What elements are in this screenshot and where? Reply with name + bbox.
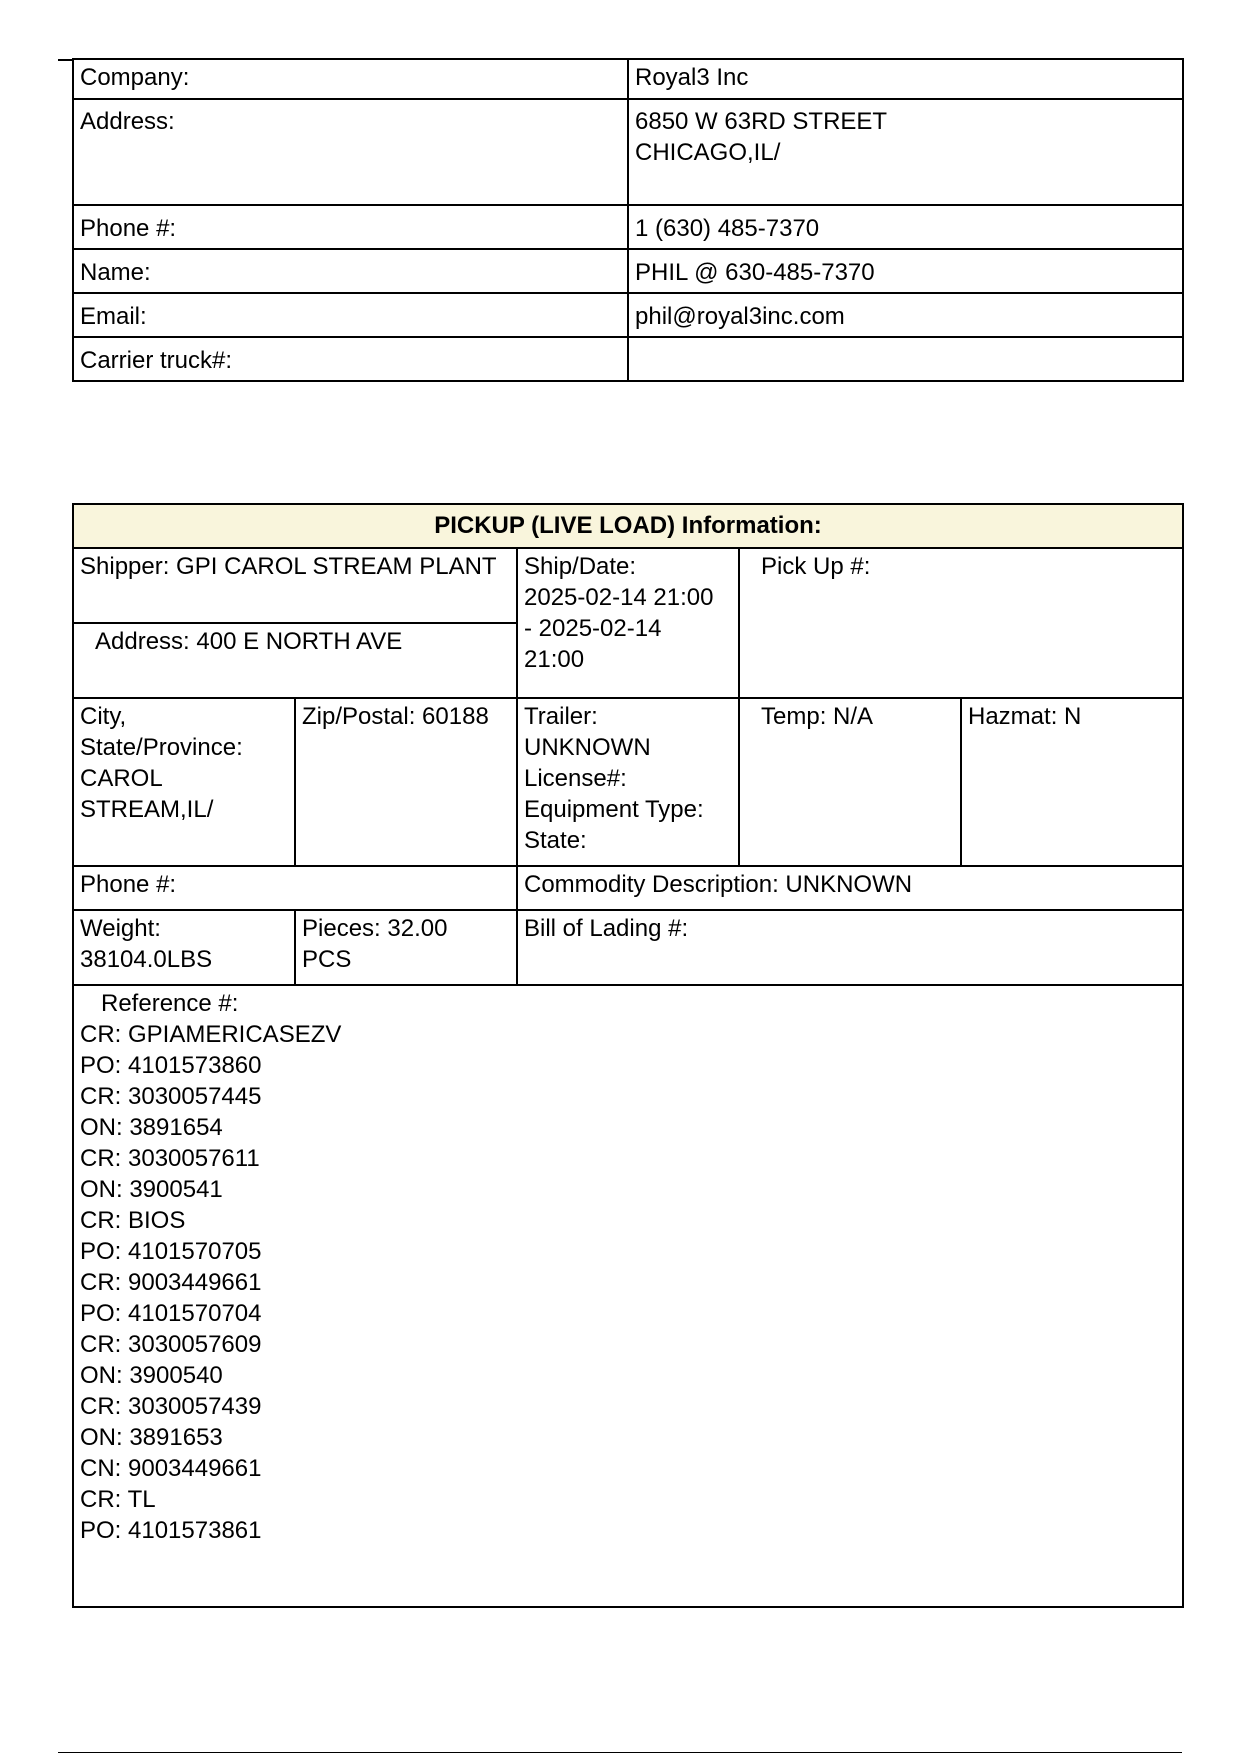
page-edge-tick	[58, 59, 72, 61]
address-label: Address:	[73, 99, 628, 205]
reference-item: CN: 9003449661	[80, 1455, 262, 1482]
reference-item: PO: 4101573860	[80, 1052, 262, 1079]
reference-label: Reference #:	[101, 990, 239, 1017]
trailer-cell: Trailer: UNKNOWN License#: Equipment Type: State:	[517, 698, 739, 866]
shipper-row	[73, 548, 1183, 623]
reference-item: PO: 4101570704	[80, 1300, 262, 1327]
pickup-phone-cell: Phone #:	[73, 866, 517, 910]
reference-item: CR: TL	[80, 1486, 156, 1513]
company-row	[73, 59, 1183, 99]
name-label: Name:	[73, 249, 628, 293]
address-row	[73, 99, 1183, 205]
pickup-number-cell: Pick Up #:	[739, 548, 1183, 698]
reference-item: ON: 3900540	[80, 1362, 223, 1389]
reference-item: CR: 3030057609	[80, 1331, 262, 1358]
ship-date-cell: Ship/Date: 2025-02-14 21:00 - 2025-02-14 21:00	[517, 548, 739, 698]
reference-item: CR: 3030057445	[80, 1083, 262, 1110]
shipper-address-cell: Address: 400 E NORTH AVE	[73, 623, 517, 698]
phone-label: Phone #:	[73, 205, 628, 249]
name-row	[73, 249, 1183, 293]
weight-row	[73, 910, 1183, 985]
company-value: Royal3 Inc	[628, 59, 1183, 99]
address-value: 6850 W 63RD STREET CHICAGO,IL/	[628, 99, 1183, 205]
reference-item: CR: BIOS	[80, 1207, 186, 1234]
email-label: Email:	[73, 293, 628, 337]
pickup-header-row	[73, 504, 1183, 548]
reference-item: CR: GPIAMERICASEZV	[80, 1021, 342, 1048]
reference-item: CR: 9003449661	[80, 1269, 262, 1296]
reference-item: CR: 3030057439	[80, 1393, 262, 1420]
company-label: Company:	[73, 59, 628, 99]
reference-list	[80, 1019, 1176, 1546]
carrier-info-table	[72, 58, 1184, 382]
zip-cell: Zip/Postal: 60188	[295, 698, 517, 866]
reference-item: ON: 3891654	[80, 1114, 223, 1141]
pickup-title: PICKUP (LIVE LOAD) Information:	[73, 504, 1183, 548]
location-row	[73, 698, 1183, 866]
temp-cell: Temp: N/A	[739, 698, 961, 866]
carrier-truck-label: Carrier truck#:	[73, 337, 628, 381]
city-state-cell: City, State/Province: CAROL STREAM,IL/	[73, 698, 295, 866]
carrier-truck-value	[628, 337, 1183, 381]
carrier-truck-row	[73, 337, 1183, 381]
commodity-cell: Commodity Description: UNKNOWN	[517, 866, 1183, 910]
weight-cell: Weight: 38104.0LBS	[73, 910, 295, 985]
shipper-cell: Shipper: GPI CAROL STREAM PLANT	[73, 548, 517, 623]
hazmat-cell: Hazmat: N	[961, 698, 1183, 866]
page-bottom-rule	[58, 1752, 1182, 1753]
email-row	[73, 293, 1183, 337]
reference-row	[73, 985, 1183, 1607]
name-value: PHIL @ 630-485-7370	[628, 249, 1183, 293]
phone-value: 1 (630) 485-7370	[628, 205, 1183, 249]
phone-row	[73, 205, 1183, 249]
reference-item: ON: 3891653	[80, 1424, 223, 1451]
reference-item: ON: 3900541	[80, 1176, 223, 1203]
reference-cell	[73, 985, 1183, 1607]
phone-commodity-row	[73, 866, 1183, 910]
pieces-cell: Pieces: 32.00 PCS	[295, 910, 517, 985]
reference-item: CR: 3030057611	[80, 1145, 260, 1172]
bill-of-lading-cell: Bill of Lading #:	[517, 910, 1183, 985]
reference-item: PO: 4101573861	[80, 1517, 262, 1544]
reference-item: PO: 4101570705	[80, 1238, 262, 1265]
pickup-info-table	[72, 503, 1184, 1608]
email-value: phil@royal3inc.com	[628, 293, 1183, 337]
